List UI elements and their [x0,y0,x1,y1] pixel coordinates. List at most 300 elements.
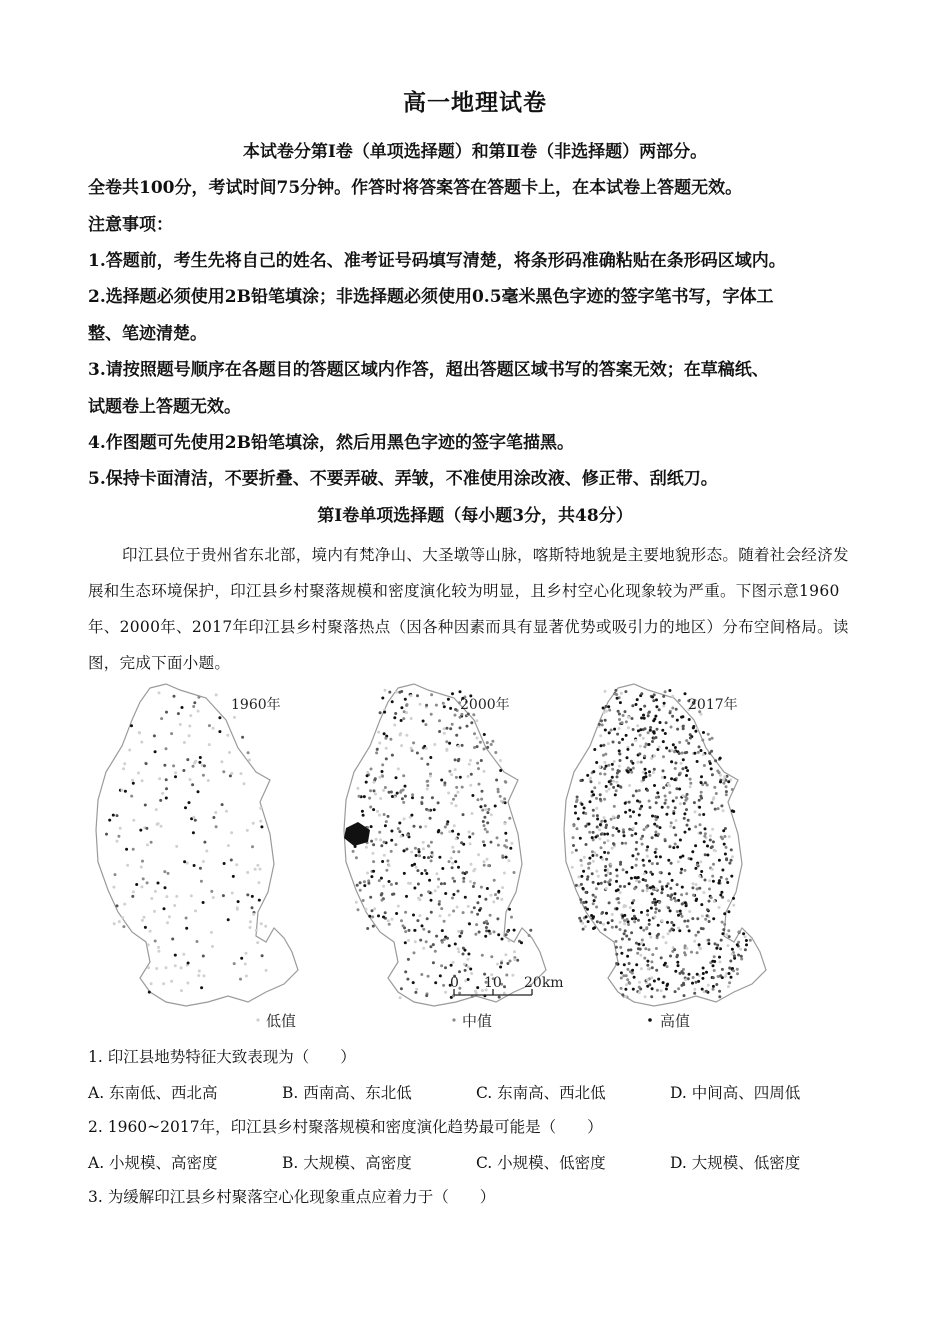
settlement-dot [121,916,124,919]
settlement-dot [509,847,512,850]
settlement-dot [664,839,667,842]
settlement-dot [452,961,455,964]
settlement-dot [592,894,595,897]
settlement-dot [186,758,189,761]
settlement-dot [485,926,488,929]
settlement-dot [486,858,489,861]
settlement-dot [685,751,688,754]
settlement-dot [649,936,652,939]
settlement-dot [170,980,173,983]
settlement-dot [241,736,244,739]
settlement-dot [696,951,699,954]
settlement-dot [579,898,582,901]
settlement-dot [400,789,403,792]
settlement-dot [601,724,604,727]
settlement-dot [361,810,364,813]
settlement-dot [720,804,723,807]
settlement-dot [615,789,618,792]
settlement-dot [651,892,654,895]
settlement-dot [667,783,670,786]
settlement-dot [135,883,138,886]
settlement-dot [484,935,487,938]
legend-mid-dot [452,1018,455,1021]
settlement-dot [141,860,144,863]
settlement-dot [365,846,368,849]
settlement-dot [657,978,660,981]
settlement-dot [727,910,730,913]
settlement-dot [394,712,397,715]
settlement-dot [259,807,262,810]
settlement-dot [674,762,677,765]
q2-option-c[interactable]: C. 小规模、低密度 [476,1154,606,1172]
settlement-dot [372,843,375,846]
settlement-dot [610,729,613,732]
settlement-dot [637,761,640,764]
settlement-dot [655,801,658,804]
settlement-dot [659,871,662,874]
settlement-dot [426,917,429,920]
settlement-dot [585,891,588,894]
settlement-dot [605,710,608,713]
settlement-dot [624,995,627,998]
settlement-dot [588,857,591,860]
settlement-dot [613,843,616,846]
settlement-dot [705,971,708,974]
settlement-dot [702,967,705,970]
settlement-dot [390,839,393,842]
settlement-dot [418,850,421,853]
settlement-dot [440,964,443,967]
settlement-dot [647,714,650,717]
settlement-dot [372,870,375,873]
settlement-dot [174,775,177,778]
settlement-dot [707,984,710,987]
settlement-dot [627,716,630,719]
settlement-dot [611,768,614,771]
settlement-dot [496,917,499,920]
settlement-dot [468,836,471,839]
settlement-dot [611,913,614,916]
settlement-dot [698,745,701,748]
settlement-dot [157,822,160,825]
settlement-dot [413,825,416,828]
settlement-dot [443,882,446,885]
settlement-dot [613,760,616,763]
settlement-dot [625,720,628,723]
settlement-dot [433,808,436,811]
settlement-dot [180,966,183,969]
settlement-dot [638,943,641,946]
settlement-dot [722,928,725,931]
settlement-dot [620,977,623,980]
settlement-dot [685,766,688,769]
settlement-dot [258,899,261,902]
settlement-dot [154,940,157,943]
settlement-dot [194,819,197,822]
q1-option-b[interactable]: B. 西南高、东北低 [282,1084,412,1102]
settlement-dot [658,708,661,711]
settlement-dot [662,981,665,984]
settlement-dot [438,903,441,906]
settlement-dot [703,840,706,843]
settlement-dot [605,858,608,861]
settlement-dot [672,846,675,849]
settlement-dot [446,823,449,826]
settlement-dot [402,717,405,720]
settlement-dot [623,904,626,907]
settlement-dot [681,903,684,906]
settlement-dot [642,929,645,932]
settlement-dot [700,749,703,752]
settlement-dot [728,835,731,838]
settlement-dot [475,719,478,722]
settlement-dot [409,882,412,885]
settlement-dot [689,785,692,788]
settlement-dot [655,947,658,950]
settlement-dot [261,954,264,957]
settlement-dot [212,816,215,819]
settlement-dot [709,839,712,842]
settlement-dot [443,705,446,708]
settlement-dot [588,823,591,826]
settlement-dot [503,872,506,875]
settlement-dot [721,921,724,924]
settlement-dot [616,907,619,910]
settlement-dot [624,929,627,932]
q1-option-d[interactable]: D. 中间高、四周低 [670,1084,801,1102]
settlement-dot [513,871,516,874]
settlement-dot [646,889,649,892]
settlement-dot [719,774,722,777]
settlement-dot [505,974,508,977]
settlement-dot [388,691,391,694]
settlement-dot [198,970,201,973]
settlement-dot [608,883,611,886]
settlement-dot [666,984,669,987]
settlement-dot [621,738,624,741]
settlement-dot [704,853,707,856]
settlement-dot [230,831,233,834]
settlement-dot [579,837,582,840]
settlement-dot [599,921,602,924]
settlement-dot [456,791,459,794]
settlement-dot [607,839,610,842]
settlement-dot [720,939,723,942]
settlement-dot [673,897,676,900]
settlement-dot [670,893,673,896]
settlement-dot [604,880,607,883]
settlement-dot [426,784,429,787]
settlement-dot [614,689,617,692]
settlement-dot [731,948,734,951]
settlement-dot [413,951,416,954]
settlement-dot [193,762,196,765]
settlement-dot [461,871,464,874]
settlement-dot [131,895,134,898]
settlement-dot [658,909,661,912]
q1-option-a[interactable]: A. 东南低、西北高 [88,1084,218,1102]
settlement-dot [418,898,421,901]
settlement-dot [452,798,455,801]
settlement-dot [624,811,627,814]
settlement-dot [663,995,666,998]
notice-item-3-cont: 试题卷上答题无效。 [88,397,241,417]
settlement-dot [649,806,652,809]
settlement-dot [443,781,446,784]
settlement-dot [184,806,187,809]
settlement-dot [447,792,450,795]
settlement-dot [390,830,393,833]
settlement-dot [660,891,663,894]
settlement-dot [142,877,145,880]
settlement-dot [112,886,115,889]
settlement-dot [370,840,373,843]
settlement-dot [685,808,688,811]
settlement-dot [121,789,124,792]
settlement-dot [628,809,631,812]
settlement-dot [608,901,611,904]
settlement-dot [586,908,589,911]
settlement-dot [661,729,664,732]
settlement-dot [653,980,656,983]
settlement-dot [425,994,428,997]
settlement-dot [503,992,506,995]
settlement-dot [415,854,418,857]
settlement-dot [404,970,407,973]
settlement-dot [725,878,728,881]
legend-high-dot [648,1018,652,1022]
settlement-dot [481,954,484,957]
settlement-dot [678,929,681,932]
settlement-dot [704,918,707,921]
settlement-dot [630,931,633,934]
settlement-dot [140,866,143,869]
settlement-dot [595,906,598,909]
settlement-dot [132,890,135,893]
settlement-dot [221,803,224,806]
settlement-dot [683,802,686,805]
settlement-dot [400,706,403,709]
settlement-dot [614,692,617,695]
settlement-dot [595,797,598,800]
q2-option-a[interactable]: A. 小规模、高密度 [88,1154,218,1172]
settlement-dot [601,911,604,914]
settlement-dot [251,845,254,848]
settlement-dot [670,821,673,824]
settlement-dot [189,778,192,781]
settlement-dot [383,854,386,857]
settlement-dot [653,784,656,787]
settlement-dot [486,830,489,833]
settlement-dot [434,950,437,953]
settlement-dot [455,786,458,789]
settlement-dot [702,731,705,734]
settlement-dot [723,923,726,926]
settlement-dot [203,764,206,767]
settlement-dot [639,745,642,748]
settlement-dot [247,751,250,754]
settlement-dot [445,740,448,743]
settlement-dot [597,882,600,885]
settlement-dot [701,977,704,980]
settlement-dot [185,927,188,930]
settlement-dot [623,922,626,925]
settlement-dot [737,954,740,957]
settlement-dot [476,762,479,765]
settlement-dot [634,832,637,835]
settlement-dot [709,762,712,765]
settlement-dot [631,902,634,905]
settlement-dot [202,955,205,958]
settlement-dot [381,860,384,863]
settlement-dot [678,699,681,702]
q2-option-b[interactable]: B. 大规模、高密度 [282,1154,412,1172]
settlement-dot [650,960,653,963]
settlement-dot [656,989,659,992]
settlement-dot [591,790,594,793]
settlement-dot [529,929,532,932]
settlement-dot [505,839,508,842]
settlement-dot [631,704,634,707]
settlement-dot [108,819,111,822]
settlement-dot [168,915,171,918]
settlement-dot [724,975,727,978]
settlement-dot [446,937,449,940]
settlement-dot [113,922,116,925]
settlement-dot [711,868,714,871]
settlement-dot [623,919,626,922]
settlement-dot [490,841,493,844]
settlement-dot [467,966,470,969]
settlement-dot [629,948,632,951]
settlement-dot [676,961,679,964]
settlement-dot [429,945,432,948]
settlement-dot [656,934,659,937]
settlement-dot [486,811,489,814]
settlement-dot [477,853,480,856]
settlement-dot [672,743,675,746]
settlement-dot [696,973,699,976]
settlement-dot [457,833,460,836]
settlement-dot [170,732,173,735]
settlement-dot [481,809,484,812]
settlement-dot [208,743,211,746]
settlement-dot [592,793,595,796]
settlement-dot [611,834,614,837]
settlement-dot [425,704,428,707]
settlement-dot [638,752,641,755]
settlement-dot [608,788,611,791]
settlement-dot [592,814,595,817]
settlement-dot [431,854,434,857]
settlement-dot [603,851,606,854]
settlement-dot [501,938,504,941]
q2-option-d[interactable]: D. 大规模、低密度 [670,1154,801,1172]
settlement-dot [595,807,598,810]
settlement-dot [473,882,476,885]
settlement-dot [462,813,465,816]
settlement-dot [114,873,117,876]
settlement-dot [612,780,615,783]
settlement-dot [728,862,731,865]
settlement-dot [153,910,156,913]
settlement-dot [631,834,634,837]
settlement-dot [669,711,672,714]
settlement-dot [595,887,598,890]
settlement-dot [510,916,513,919]
settlement-dot [489,914,492,917]
settlement-dot [487,808,490,811]
settlement-dot [452,893,455,896]
settlement-dot [674,892,677,895]
settlement-dot [680,871,683,874]
settlement-dot [606,833,609,836]
settlement-dot [210,890,213,893]
settlement-dot [628,784,631,787]
settlement-dot [637,853,640,856]
settlement-dot [371,852,374,855]
settlement-dot [590,780,593,783]
settlement-dot [666,921,669,924]
settlement-dot [503,822,506,825]
settlement-dot [421,924,424,927]
settlement-dot [712,840,715,843]
settlement-dot [721,968,724,971]
settlement-dot [377,914,380,917]
settlement-dot [141,919,144,922]
settlement-dot [508,908,511,911]
settlement-dot [680,893,683,896]
settlement-dot [444,892,447,895]
settlement-dot [708,879,711,882]
settlement-dot [645,926,648,929]
settlement-dot [369,789,372,792]
settlement-dot [462,953,465,956]
settlement-dot [208,724,211,727]
settlement-dot [257,881,260,884]
settlement-dot [637,729,640,732]
settlement-dot [404,930,407,933]
settlement-dot [698,875,701,878]
settlement-dot [592,927,595,930]
settlement-dot [448,770,451,773]
settlement-dot [661,806,664,809]
settlement-dot [621,721,624,724]
q1-option-c[interactable]: C. 东南高、西北低 [476,1084,606,1102]
settlement-dot [595,870,598,873]
settlement-dot [613,805,616,808]
settlement-dot [700,713,703,716]
settlement-dot [457,947,460,950]
settlement-dot [154,750,157,753]
settlement-dot [174,964,177,967]
settlement-dot [626,968,629,971]
settlement-dot [407,939,410,942]
settlement-dot [132,848,135,851]
settlement-dot [584,812,587,815]
settlement-dot [583,901,586,904]
settlement-dot [174,954,177,957]
settlement-dot [681,752,684,755]
settlement-dot [422,847,425,850]
notice-item-3: 3.请按照题号顺序在各题目的答题区域内作答，超出答题区域书写的答案无效；在草稿纸、 [88,360,769,380]
settlement-dot [632,794,635,797]
settlement-dot [400,744,403,747]
settlement-dot [596,920,599,923]
settlement-dot [713,969,716,972]
settlement-dot [128,749,131,752]
settlement-dot [232,875,235,878]
